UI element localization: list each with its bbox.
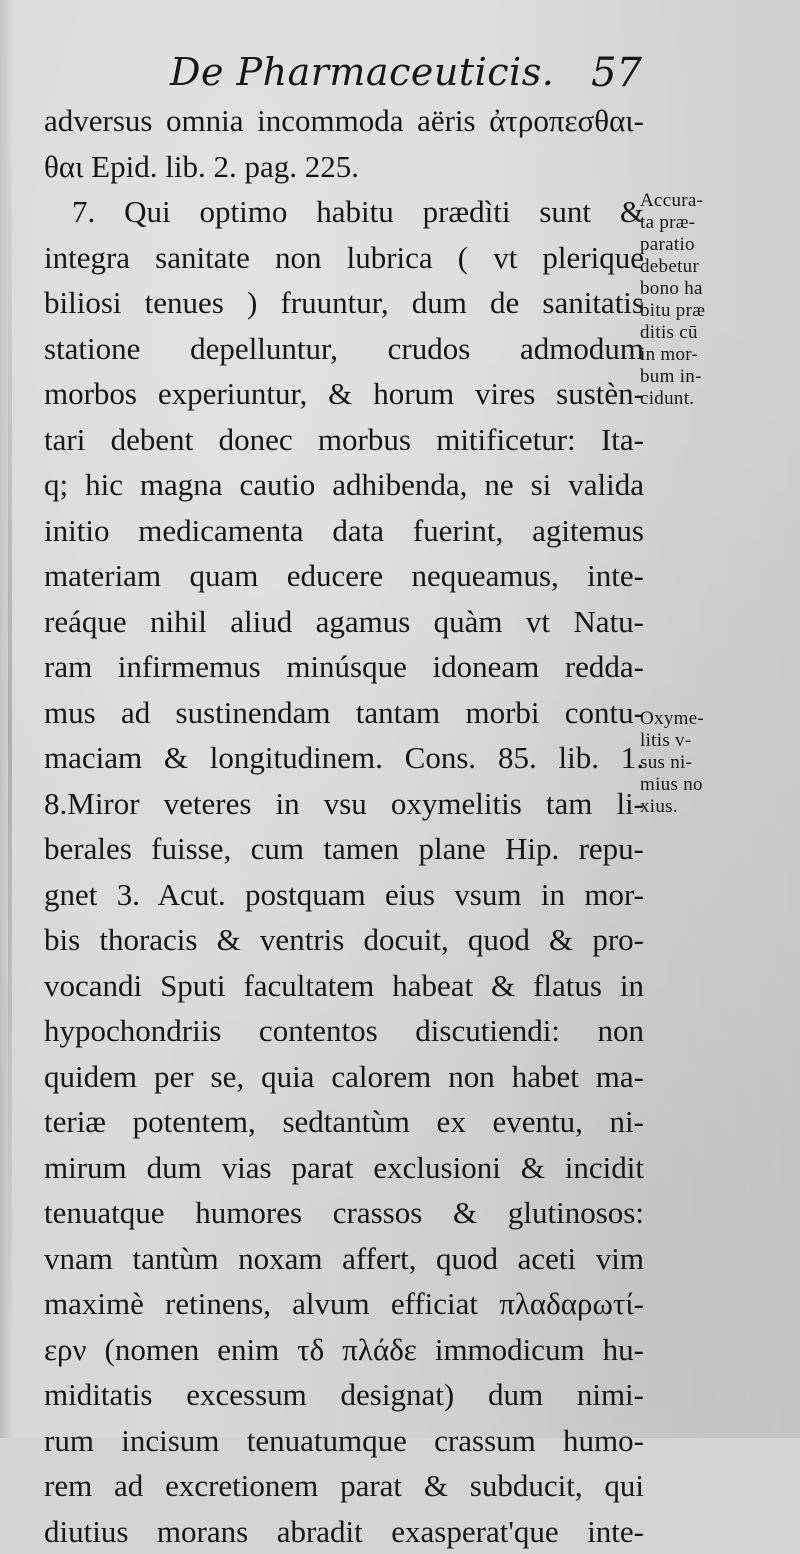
- text-line: diutius morans abradit exasperat'que inte-: [44, 1509, 644, 1554]
- margin-note-line: paratio: [640, 234, 770, 256]
- text-line: mus ad sustinendam tantam morbi contu-: [44, 690, 644, 736]
- margin-note: [640, 190, 770, 410]
- margin-note-line: cidunt.: [640, 388, 770, 410]
- text-line: biliosi tenues ) fruuntur, dum de sanitatis: [44, 280, 644, 326]
- text-line: berales fuisse, cum tamen plane Hip. repu-: [44, 826, 644, 872]
- text-line: ερν (nomen enim τδ πλάδε immodicum hu-: [44, 1327, 644, 1373]
- text-line: ram infirmemus minúsque idoneam redda-: [44, 644, 644, 690]
- text-line: hypochondriis contentos discutiendi: non: [44, 1008, 644, 1054]
- text-line: rem ad excretionem parat & subducit, qui: [44, 1463, 644, 1509]
- text-line: miditatis excessum designat) dum nimi-: [44, 1372, 644, 1418]
- page-header: [40, 42, 660, 102]
- margin-note-line: bono ha: [640, 278, 770, 300]
- text-line: teriæ potentem, sedtantùm ex eventu, ni-: [44, 1099, 644, 1145]
- page-number: 57: [591, 50, 642, 96]
- margin-note-line: Oxyme-: [640, 708, 770, 730]
- text-line: tari debent donec morbus mitificetur: Ita-: [44, 417, 644, 463]
- text-line: vnam tantùm noxam affert, quod aceti vim: [44, 1236, 644, 1282]
- margin-note-line: ditis cū: [640, 322, 770, 344]
- text-line: quidem per se, quia calorem non habet ma-: [44, 1054, 644, 1100]
- margin-note-line: xius.: [640, 796, 770, 818]
- margin-note-line: debetur: [640, 256, 770, 278]
- margin-note-line: in mor-: [640, 344, 770, 366]
- running-title: De Pharmaceuticis.: [170, 50, 554, 94]
- margin-note-line: bitu præ: [640, 300, 770, 322]
- text-line: adversus omnia incommoda aëris ἀτροπεσθαι-: [44, 98, 644, 144]
- text-line: vocandi Sputi facultatem habeat & flatus in: [44, 963, 644, 1009]
- text-line: maximè retinens, alvum efficiat πλαδαρωτί-: [44, 1281, 644, 1327]
- text-line: integra sanitate non lubrica ( vt plerique: [44, 235, 644, 281]
- text-line: θαι Epid. lib. 2. pag. 225.: [44, 144, 644, 190]
- text-line: tenuatque humores crassos & glutinosos:: [44, 1190, 644, 1236]
- body-text: [44, 98, 644, 1554]
- text-line: maciam & longitudinem. Cons. 85. lib. 1.: [44, 735, 644, 781]
- gutter-shadow: [8, 130, 12, 1330]
- text-line: gnet 3. Acut. postquam eius vsum in mor-: [44, 872, 644, 918]
- text-line: materiam quam educere nequeamus, inte-: [44, 553, 644, 599]
- margin-note-line: bum in-: [640, 366, 770, 388]
- text-line: rum incisum tenuatumque crassum humo-: [44, 1418, 644, 1464]
- text-line: bis thoracis & ventris docuit, quod & pro-: [44, 917, 644, 963]
- text-line: morbos experiuntur, & horum vires sustèn-: [44, 371, 644, 417]
- margin-note: [640, 708, 770, 818]
- margin-note-line: Accura-: [640, 190, 770, 212]
- text-line: initio medicamenta data fuerint, agitemus: [44, 508, 644, 554]
- text-line: 7. Qui optimo habitu prædìti sunt &: [44, 189, 644, 235]
- text-line: q; hic magna cautio adhibenda, ne si valida: [44, 462, 644, 508]
- text-line: 8.Miror veteres in vsu oxymelitis tam li-: [44, 781, 644, 827]
- margin-note-line: mius no: [640, 774, 770, 796]
- margin-note-line: litis v-: [640, 730, 770, 752]
- text-line: statione depelluntur, crudos admodum: [44, 326, 644, 372]
- text-line: reáque nihil aliud agamus quàm vt Natu-: [44, 599, 644, 645]
- text-line: mirum dum vias parat exclusioni & incidit: [44, 1145, 644, 1191]
- margin-note-line: ta præ-: [640, 212, 770, 234]
- margin-note-line: sus ni-: [640, 752, 770, 774]
